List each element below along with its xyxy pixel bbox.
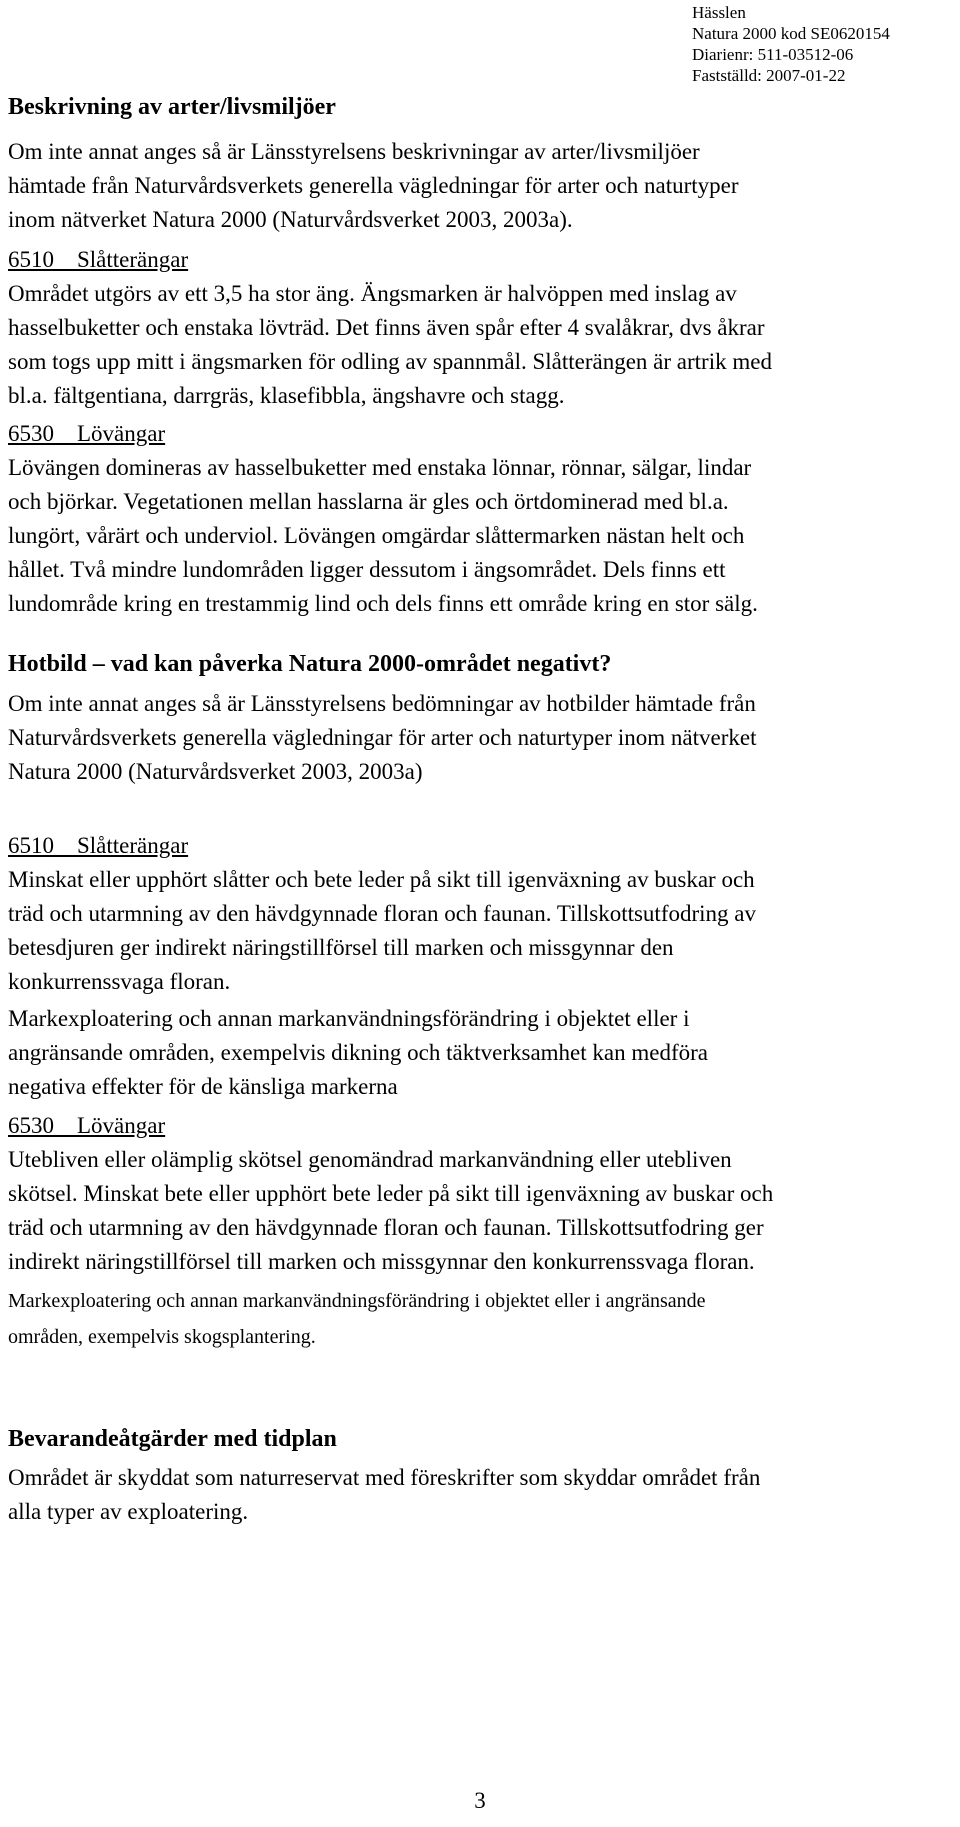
measures-text bbox=[8, 1461, 958, 1529]
species-intro-line: inom nätverket Natura 2000 (Naturvårdsverket 2003, 2003a). bbox=[8, 207, 573, 232]
threats-lovangar-line: indirekt näringstillförsel till marken och missgynnar den konkurrenssvaga floran. bbox=[8, 1249, 755, 1274]
header-natura-code: Natura 2000 kod SE0620154 bbox=[692, 24, 890, 43]
species-lovangar-line: lungört, vårärt och underviol. Lövängen omgärdar slåttermarken nästan helt och bbox=[8, 523, 745, 548]
threats-slatterangar-line: betesdjuren ger indirekt näringstillförsel till marken och missgynnar den bbox=[8, 935, 674, 960]
threats-intro-line: Naturvårdsverkets generella vägledningar för arter och naturtyper inom nätverket bbox=[8, 725, 757, 750]
threats-exploitation-line: angränsande områden, exempelvis dikning och täktverksamhet kan medföra bbox=[8, 1040, 708, 1065]
measures-section-title: Bevarandeåtgärder med tidplan bbox=[8, 1426, 337, 1452]
threats-exploitation-line: negativa effekter för de känsliga markerna bbox=[8, 1074, 398, 1099]
species-slatterangar-heading: 6510 Slåtterängar bbox=[8, 247, 189, 272]
threats-intro-line: Om inte annat anges så är Länsstyrelsens bedömningar av hotbilder hämtade från bbox=[8, 691, 756, 716]
threats-lovangar-exploitation-paragraph bbox=[8, 1283, 958, 1355]
species-intro-line: Om inte annat anges så är Länsstyrelsens beskrivningar av arter/livsmiljöer bbox=[8, 139, 700, 164]
threats-lovangar-line: skötsel. Minskat bete eller upphört bete leder på sikt till igenväxning av buskar och bbox=[8, 1181, 774, 1206]
threats-exploitation-paragraph bbox=[8, 1002, 958, 1104]
threats-slatterangar-line: konkurrenssvaga floran. bbox=[8, 969, 231, 994]
species-slatterangar-line: Området utgörs av ett 3,5 ha stor äng. Ängsmarken är halvöppen med inslag av bbox=[8, 281, 737, 306]
species-slatterangar bbox=[8, 243, 958, 413]
species-lovangar-line: Lövängen domineras av hasselbuketter med enstaka lönnar, rönnar, sälgar, lindar bbox=[8, 455, 752, 480]
species-slatterangar-line: som togs upp mitt i ängsmarken för odling av spannmål. Slåtterängen är artrik med bbox=[8, 349, 772, 374]
threats-intro-line: Natura 2000 (Naturvårdsverket 2003, 2003a) bbox=[8, 759, 423, 784]
threats-slatterangar-line: träd och utarmning av den hävdgynnade floran och faunan. Tillskottsutfodring av bbox=[8, 901, 756, 926]
threats-section-title-block bbox=[8, 649, 958, 679]
measures-line: Området är skyddat som naturreservat med föreskrifter som skyddar området från bbox=[8, 1465, 761, 1490]
species-section-title-block bbox=[8, 92, 958, 122]
species-intro-line: hämtade från Naturvårdsverkets generella vägledningar för arter och naturtyper bbox=[8, 173, 739, 198]
species-slatterangar-line: hasselbuketter och enstaka lövträd. Det finns även spår efter 4 svalåkrar, dvs åkrar bbox=[8, 315, 765, 340]
threats-lovangar-exploitation-line: Markexploatering och annan markanvändningsförändring i objektet eller i angränsande bbox=[8, 1290, 706, 1312]
threats-slatterangar bbox=[8, 829, 958, 999]
document-header bbox=[692, 2, 890, 86]
measures-line: alla typer av exploatering. bbox=[8, 1499, 249, 1524]
threats-exploitation-line: Markexploatering och annan markanvändningsförändring i objektet eller i bbox=[8, 1006, 690, 1031]
threats-lovangar-line: Utebliven eller olämplig skötsel genomändrad markanvändning eller utebliven bbox=[8, 1147, 732, 1172]
header-adopted-date: Fastställd: 2007-01-22 bbox=[692, 66, 846, 85]
threats-lovangar-heading: 6530 Lövängar bbox=[8, 1113, 166, 1138]
threats-intro bbox=[8, 687, 958, 789]
threats-section-title: Hotbild – vad kan påverka Natura 2000-området negativt? bbox=[8, 651, 612, 677]
header-reference-number: Diarienr: 511-03512-06 bbox=[692, 45, 854, 64]
species-slatterangar-line: bl.a. fältgentiana, darrgräs, klasefibbla, ängshavre och stagg. bbox=[8, 383, 565, 408]
species-lovangar-line: och björkar. Vegetationen mellan hasslarna är gles och örtdominerad med bl.a. bbox=[8, 489, 729, 514]
threats-lovangar-line: träd och utarmning av den hävdgynnade floran och faunan. Tillskottsutfodring ger bbox=[8, 1215, 764, 1240]
page-number: 3 bbox=[474, 1788, 486, 1813]
species-lovangar-heading: 6530 Lövängar bbox=[8, 421, 166, 446]
threats-slatterangar-heading: 6510 Slåtterängar bbox=[8, 833, 189, 858]
species-intro bbox=[8, 135, 958, 237]
species-lovangar-line: hållet. Två mindre lundområden ligger dessutom i ängsområdet. Dels finns ett bbox=[8, 557, 726, 582]
measures-section-title-block bbox=[8, 1424, 958, 1454]
species-lovangar bbox=[8, 417, 958, 621]
species-section-title: Beskrivning av arter/livsmiljöer bbox=[8, 94, 336, 120]
header-site-name: Hässlen bbox=[692, 3, 746, 22]
species-lovangar-line: lundområde kring en trestammig lind och dels finns ett område kring en stor sälg. bbox=[8, 591, 758, 616]
threats-lovangar-exploitation-line: områden, exempelvis skogsplantering. bbox=[8, 1326, 316, 1348]
threats-slatterangar-line: Minskat eller upphört slåtter och bete leder på sikt till igenväxning av buskar och bbox=[8, 867, 755, 892]
threats-lovangar bbox=[8, 1109, 958, 1279]
